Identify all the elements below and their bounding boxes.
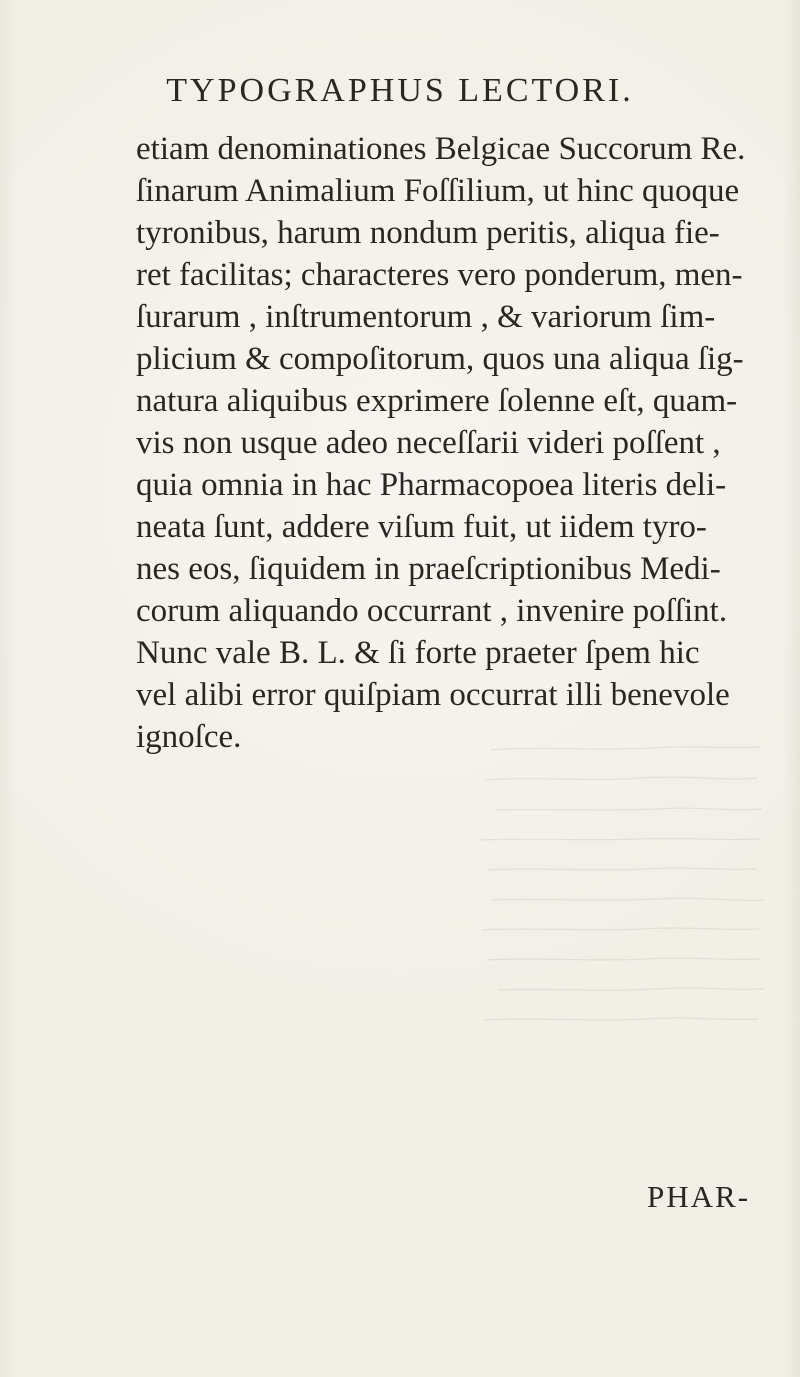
text-line-2: ſinarum Animalium Foſſilium, ut hinc quoque	[136, 173, 740, 209]
text-line-15: ignoſce.	[136, 719, 242, 755]
text-line-3: tyronibus, harum nondum peritis, aliqua fie-	[136, 215, 720, 251]
text-line-11: nes eos, ſiquidem in praeſcriptionibus Medi-	[136, 551, 721, 587]
show-through-texture	[470, 720, 770, 1140]
text-line-1: etiam denominationes Belgicae Succorum Re.	[136, 131, 746, 167]
text-line-5: ſurarum , inſtrumentorum , & variorum ſim-	[136, 299, 716, 335]
text-line-13: Nunc vale B. L. & ſi forte praeter ſpem hic	[136, 635, 700, 671]
text-line-4: ret facilitas; characteres vero ponderum, men-	[136, 257, 743, 293]
running-header: TYPOGRAPHUS LECTORI.	[166, 72, 634, 109]
text-line-9: quia omnia in hac Pharmacopoea literis deli-	[136, 467, 727, 503]
text-line-14: vel alibi error quiſpiam occurrat illi benevole	[136, 677, 730, 713]
catchword: PHAR-	[647, 1179, 751, 1214]
text-line-8: vis non usque adeo neceſſarii videri poſſent ,	[136, 425, 721, 461]
text-line-12: corum aliquando occurrant , invenire poſſint.	[136, 593, 728, 629]
text-line-6: plicium & compoſitorum, quos una aliqua ſig-	[136, 341, 744, 377]
body-text	[136, 128, 794, 758]
text-line-7: natura aliquibus exprimere ſolenne eſt, quam-	[136, 383, 738, 419]
text-line-10: neata ſunt, addere viſum fuit, ut iidem tyro-	[136, 509, 707, 545]
